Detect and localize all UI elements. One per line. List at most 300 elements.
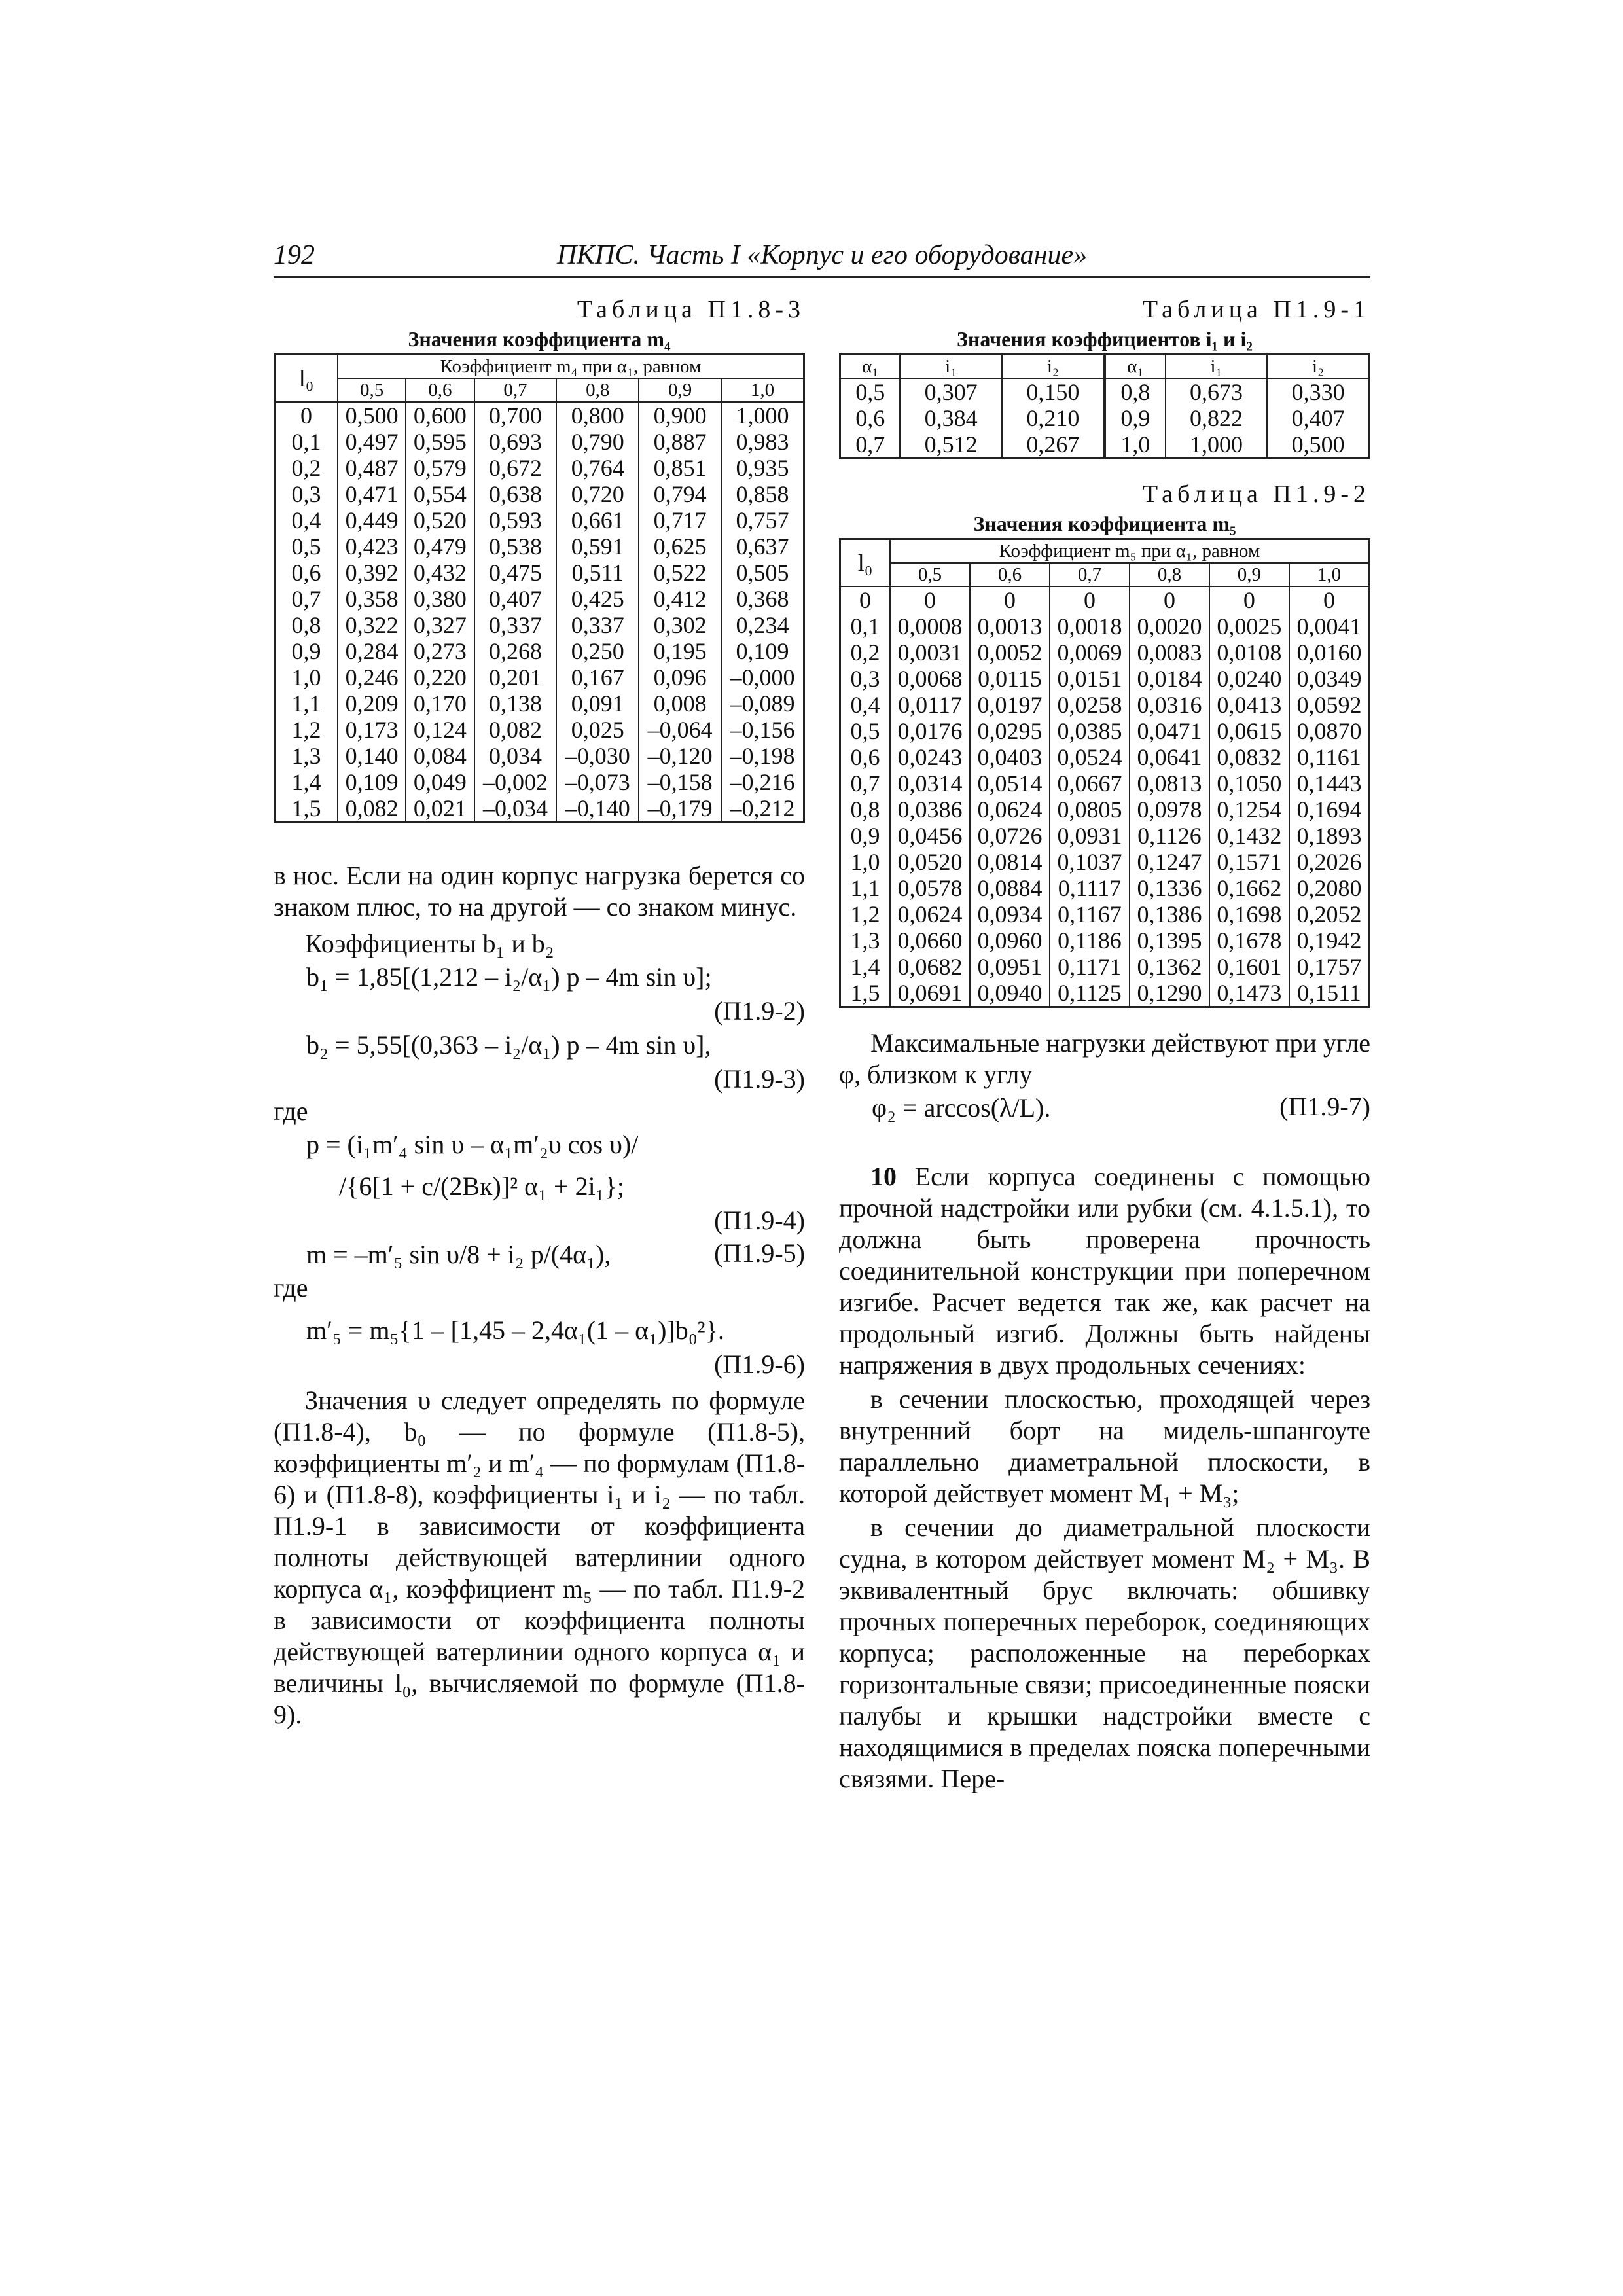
paragraph: где <box>274 1273 308 1302</box>
paragraph-text: Если корпуса соединены с помощью прочной надстройки или рубки (см. 4.1.5.1), то должна быть проверена прочность соединительной конструкции при поперечном изгибе. Расчет ведется так же, как расчет на продольный изгиб. Должны быть найдены напряжения в двух продольных сечениях: <box>839 1162 1370 1380</box>
table-cell: 0,693 <box>474 429 557 455</box>
table-cell: 0,0682 <box>890 954 970 980</box>
table-cell: –0,064 <box>639 717 721 743</box>
table-cell: 0,720 <box>556 481 639 507</box>
table-row <box>840 718 1370 744</box>
table-cell: 0 <box>1050 586 1130 613</box>
table-cell: 0,0115 <box>970 666 1050 692</box>
table-cell: 0,900 <box>639 402 721 429</box>
table-cell: 0,595 <box>406 429 474 455</box>
table-cell: 0 <box>890 586 970 613</box>
table-cell: 0,0316 <box>1130 692 1209 718</box>
table-title: Значения коэффициентов i₁ и i₂ <box>957 327 1253 351</box>
table-cell: 0,1694 <box>1289 797 1370 823</box>
row-label: 0,3 <box>275 481 338 507</box>
row-label: 1,3 <box>840 927 891 954</box>
table-cell: 0,0641 <box>1130 744 1209 770</box>
table-cell: 0,0176 <box>890 718 970 744</box>
table-row <box>275 507 804 533</box>
table-cell: 0,0624 <box>970 797 1050 823</box>
table-cell: 1,000 <box>721 402 804 429</box>
group-header: Коэффициент m₅ при α₁, равном <box>890 539 1370 564</box>
table-cell: 0,0805 <box>1050 797 1130 823</box>
row-label: 0,2 <box>275 455 338 481</box>
table-cell: 0,0813 <box>1130 770 1209 797</box>
table-m5 <box>839 538 1370 1008</box>
table-row <box>840 586 1370 613</box>
table-cell: 0,6 <box>840 405 901 431</box>
table-cell: 0,124 <box>406 717 474 743</box>
row-label: 1,1 <box>840 875 891 901</box>
table-row <box>840 666 1370 692</box>
equation-number: (П1.9-7) <box>1279 1092 1370 1121</box>
table-cell: 0,0940 <box>970 980 1050 1007</box>
paragraph <box>839 1161 1370 1381</box>
table-row <box>840 823 1370 849</box>
table-cell: –0,002 <box>474 769 557 795</box>
row-label: 1,3 <box>275 743 338 769</box>
table-cell: 0,220 <box>406 664 474 691</box>
row-label: 1,1 <box>275 691 338 717</box>
row-label: 0,8 <box>840 797 891 823</box>
table-cell: –0,216 <box>721 769 804 795</box>
table-cell: 0,0615 <box>1209 718 1289 744</box>
table-cell: 0,0025 <box>1209 613 1289 639</box>
table-cell: –0,034 <box>474 795 557 823</box>
table-i1-i2 <box>839 353 1370 459</box>
table-cell: 0,0240 <box>1209 666 1289 692</box>
table-cell: 0,579 <box>406 455 474 481</box>
table-cell: 0,0151 <box>1050 666 1130 692</box>
table-cell: 0,522 <box>639 560 721 586</box>
table-cell: 0,034 <box>474 743 557 769</box>
table-cell: 0,0978 <box>1130 797 1209 823</box>
table-row <box>840 431 1370 459</box>
column-header: i₁ <box>1166 355 1267 379</box>
row-label: 1,4 <box>840 954 891 980</box>
table-cell: 1,000 <box>1166 431 1267 459</box>
row-label: 0,5 <box>275 533 338 560</box>
left-column <box>274 295 805 1731</box>
table-cell: 0 <box>970 586 1050 613</box>
table-cell: 0,407 <box>1267 405 1369 431</box>
table-cell: 0,851 <box>639 455 721 481</box>
table-cell: 0,1050 <box>1209 770 1289 797</box>
table-cell: 0,384 <box>900 405 1001 431</box>
table-cell: 0,025 <box>556 717 639 743</box>
table-cell: 0,358 <box>338 586 406 612</box>
table-cell: 0,0349 <box>1289 666 1370 692</box>
page-number: 192 <box>274 240 315 270</box>
table-cell: 0,1432 <box>1209 823 1289 849</box>
table-cell: 0,082 <box>338 795 406 823</box>
table-cell: 0,500 <box>1267 431 1369 459</box>
running-title: ПКПС. Часть I «Корпус и его оборудование» <box>556 240 1088 270</box>
table-row <box>275 638 804 664</box>
table-title: Значения коэффициента m₅ <box>973 512 1236 535</box>
table-cell: 0,1362 <box>1130 954 1209 980</box>
table-cell: 0 <box>1130 586 1209 613</box>
table-cell: 0,1254 <box>1209 797 1289 823</box>
table-cell: 0,1161 <box>1289 744 1370 770</box>
table-cell: 0,1167 <box>1050 901 1130 927</box>
table-cell: 0,449 <box>338 507 406 533</box>
row-label: 0,5 <box>840 718 891 744</box>
row-label: 1,5 <box>840 980 891 1007</box>
table-cell: 0,267 <box>1002 431 1105 459</box>
table-row <box>840 954 1370 980</box>
table-cell: 0,5 <box>840 378 901 405</box>
paragraph-number: 10 <box>870 1162 897 1191</box>
table-cell: 0,790 <box>556 429 639 455</box>
table-cell: 0,0691 <box>890 980 970 1007</box>
table-cell: 0,392 <box>338 560 406 586</box>
table-cell: 0,0578 <box>890 875 970 901</box>
column-header: i₁ <box>900 355 1001 379</box>
table-cell: 0,0068 <box>890 666 970 692</box>
table-cell: 0,757 <box>721 507 804 533</box>
table-row <box>840 849 1370 875</box>
formula-row <box>274 1237 805 1272</box>
table-cell: 0,0814 <box>970 849 1050 875</box>
table-cell: 0,800 <box>556 402 639 429</box>
table-cell: 0,150 <box>1002 378 1105 405</box>
table-cell: 0,887 <box>639 429 721 455</box>
table-row <box>275 533 804 560</box>
table-cell: 0,1186 <box>1050 927 1130 954</box>
table-cell: 0,432 <box>406 560 474 586</box>
table-cell: 0,1126 <box>1130 823 1209 849</box>
table-cell: 0,0160 <box>1289 639 1370 666</box>
table-cell: 0,600 <box>406 402 474 429</box>
table-cell: 0 <box>1209 586 1289 613</box>
paragraph: в нос. Если на один корпус нагрузка берется со знаком плюс, то на другой — со знаком минус. <box>274 861 805 922</box>
table-cell: 0,412 <box>639 586 721 612</box>
row-label: 0 <box>275 402 338 429</box>
table-cell: –0,030 <box>556 743 639 769</box>
table-cell: 0,0314 <box>890 770 970 797</box>
row-label: 0,6 <box>275 560 338 586</box>
table-cell: 0,195 <box>639 638 721 664</box>
column-header: i₂ <box>1267 355 1369 379</box>
table-row <box>275 560 804 586</box>
table-cell: 0,0117 <box>890 692 970 718</box>
row-header: l₀ <box>275 355 338 403</box>
column-header: 1,0 <box>1289 563 1370 586</box>
table-cell: 0,234 <box>721 612 804 638</box>
table-row <box>275 795 804 823</box>
table-cell: 0,717 <box>639 507 721 533</box>
table-cell: 0,170 <box>406 691 474 717</box>
table-cell: 0,1473 <box>1209 980 1289 1007</box>
paragraph: где <box>274 1096 308 1126</box>
table-row <box>275 481 804 507</box>
equation-number: (П1.9-2) <box>714 996 805 1026</box>
table-cell: 0,209 <box>338 691 406 717</box>
table-cell: 0,201 <box>474 664 557 691</box>
table-cell: 0,497 <box>338 429 406 455</box>
row-label: 0,2 <box>840 639 891 666</box>
formula-phi: φ₂ = arccos(λ/L). <box>872 1093 1051 1122</box>
table-cell: 0,0514 <box>970 770 1050 797</box>
table-cell: 0,167 <box>556 664 639 691</box>
table-row <box>275 769 804 795</box>
table-cell: 0,700 <box>474 402 557 429</box>
table-row <box>275 717 804 743</box>
table-cell: 0,327 <box>406 612 474 638</box>
table-cell: 0,1698 <box>1209 901 1289 927</box>
table-row <box>840 901 1370 927</box>
table-cell: 0,1395 <box>1130 927 1209 954</box>
table-cell: 0,7 <box>840 431 901 459</box>
table-cell: 0,250 <box>556 638 639 664</box>
table-cell: 0,1511 <box>1289 980 1370 1007</box>
table-cell: 0,0960 <box>970 927 1050 954</box>
table-row <box>840 405 1370 431</box>
table-cell: 0,625 <box>639 533 721 560</box>
column-header: α₁ <box>840 355 901 379</box>
table-caption: Таблица П1.8-3 <box>577 296 805 323</box>
table-cell: 0,858 <box>721 481 804 507</box>
table-cell: 0,0041 <box>1289 613 1370 639</box>
table-cell: –0,089 <box>721 691 804 717</box>
table-cell: 0,0471 <box>1130 718 1209 744</box>
paragraph: Коэффициенты b₁ и b₂ <box>305 929 554 958</box>
column-header: 0,8 <box>556 378 639 402</box>
table-cell: 0,1117 <box>1050 875 1130 901</box>
table-row <box>840 875 1370 901</box>
formula-b2: b₂ = 5,55[(0,363 – i₂/α₁) p – 4m sin υ], <box>306 1030 711 1060</box>
table-cell: 0,1678 <box>1209 927 1289 954</box>
table-row <box>840 639 1370 666</box>
column-header: 0,7 <box>1050 563 1130 586</box>
table-cell: 0,0456 <box>890 823 970 849</box>
row-label: 0,1 <box>275 429 338 455</box>
table-cell: 0,1757 <box>1289 954 1370 980</box>
table-cell: 0,2052 <box>1289 901 1370 927</box>
table-cell: 0,0008 <box>890 613 970 639</box>
row-label: 0,7 <box>275 586 338 612</box>
table-cell: 0,0108 <box>1209 639 1289 666</box>
table-cell: 0,1893 <box>1289 823 1370 849</box>
table-row <box>840 770 1370 797</box>
table-cell: 0,268 <box>474 638 557 664</box>
table-cell: 0,021 <box>406 795 474 823</box>
table-cell: 0,0934 <box>970 901 1050 927</box>
table-cell: 0,425 <box>556 586 639 612</box>
table-cell: 0,0243 <box>890 744 970 770</box>
table-cell: 0,520 <box>406 507 474 533</box>
table-cell: –0,198 <box>721 743 804 769</box>
table-cell: 0,1662 <box>1209 875 1289 901</box>
table-cell: 0,2026 <box>1289 849 1370 875</box>
column-header: α₁ <box>1105 355 1166 379</box>
table-cell: 0,487 <box>338 455 406 481</box>
table-cell: 0,0931 <box>1050 823 1130 849</box>
table-cell: 0,935 <box>721 455 804 481</box>
row-label: 0,1 <box>840 613 891 639</box>
table-cell: –0,073 <box>556 769 639 795</box>
table-caption: Таблица П1.9-2 <box>1142 480 1370 508</box>
table-cell: 0,096 <box>639 664 721 691</box>
table-cell: –0,179 <box>639 795 721 823</box>
table-cell: 0,764 <box>556 455 639 481</box>
table-cell: 0,337 <box>474 612 557 638</box>
table-cell: 0,0403 <box>970 744 1050 770</box>
table-cell: 0,337 <box>556 612 639 638</box>
table-cell: 0,2080 <box>1289 875 1370 901</box>
table-title: Значения коэффициента m₄ <box>408 327 671 351</box>
row-label: 1,2 <box>275 717 338 743</box>
table-cell: 0,1171 <box>1050 954 1130 980</box>
table-cell: 0,822 <box>1166 405 1267 431</box>
table-cell: 0,1247 <box>1130 849 1209 875</box>
table-cell: 0,0660 <box>890 927 970 954</box>
table-cell: 0,0592 <box>1289 692 1370 718</box>
left-text <box>274 860 805 1731</box>
table-cell: 0,0386 <box>890 797 970 823</box>
table-cell: 1,0 <box>1105 431 1166 459</box>
table-cell: 0,1571 <box>1209 849 1289 875</box>
table-cell: 0,246 <box>338 664 406 691</box>
table-row <box>840 378 1370 405</box>
row-label: 0,6 <box>840 744 891 770</box>
table-row <box>840 797 1370 823</box>
table-cell: 0,0018 <box>1050 613 1130 639</box>
table-caption: Таблица П1.9-1 <box>1142 296 1370 323</box>
table-cell: 0,538 <box>474 533 557 560</box>
table-cell: –0,000 <box>721 664 804 691</box>
table-cell: –0,120 <box>639 743 721 769</box>
table-cell: –0,140 <box>556 795 639 823</box>
table-cell: 0,368 <box>721 586 804 612</box>
table-row <box>275 664 804 691</box>
table-cell: 0,0385 <box>1050 718 1130 744</box>
table-cell: 0,661 <box>556 507 639 533</box>
table-cell: 0,512 <box>900 431 1001 459</box>
row-label: 0,8 <box>275 612 338 638</box>
table-cell: 0,1037 <box>1050 849 1130 875</box>
table-cell: 0,0951 <box>970 954 1050 980</box>
table-cell: 0,423 <box>338 533 406 560</box>
row-header: l₀ <box>840 539 891 587</box>
table-row <box>275 612 804 638</box>
table-cell: 0,109 <box>721 638 804 664</box>
table-cell: 0,479 <box>406 533 474 560</box>
formula-p-numerator: p = (i₁m′₄ sin υ – α₁m′₂υ cos υ)/ <box>306 1130 639 1159</box>
paragraph: в сечении плоскостью, проходящей через внутренний борт на мидель-шпангоуте параллельно диаметральной плоскости, в которой действует момент M₁ + M₃; <box>839 1384 1370 1508</box>
table-cell: 0,0667 <box>1050 770 1130 797</box>
table-cell: 0,0184 <box>1130 666 1209 692</box>
formula-b1: b₁ = 1,85[(1,212 – i₂/α₁) p – 4m sin υ]; <box>306 962 712 992</box>
table-cell: 0,9 <box>1105 405 1166 431</box>
table-row <box>840 692 1370 718</box>
table-cell: 0,284 <box>338 638 406 664</box>
table-cell: 0,505 <box>721 560 804 586</box>
equation-number: (П1.9-4) <box>714 1206 805 1235</box>
table-row <box>275 402 804 429</box>
row-label: 0,7 <box>840 770 891 797</box>
table-cell: 0,0832 <box>1209 744 1289 770</box>
table-cell: 0,0069 <box>1050 639 1130 666</box>
table-cell: 0,0031 <box>890 639 970 666</box>
table-cell: 0,307 <box>900 378 1001 405</box>
table-cell: 0,109 <box>338 769 406 795</box>
column-header: 0,6 <box>970 563 1050 586</box>
column-header: 0,6 <box>406 378 474 402</box>
paragraph: Значения υ следует определять по формуле (П1.8-4), b₀ — по формуле (П1.8-5), коэффициенты m′₂ и m′₄ — по формулам (П1.8-6) и (П1.8-8), коэффициенты i₁ и i₂ — по табл. П1.9-1 в зависимости от коэффициента полноты действующей ватерлинии одного корпуса α₁, коэффициент m₅ — по табл. П1.9-2 в зависимости от коэффициента полноты действующей ватерлинии одного корпуса α₁ и величины l₀, вычисляемой по формуле (П1.8-9). <box>274 1386 806 1729</box>
paragraph: в сечении до диаметральной плоскости судна, в котором действует момент M₂ + M₃. В эквивалентный брус включать: обшивку прочных поперечных переборок, соединяющих корпуса; расположенные на переборках горизонтальные связи; присоединенные пояски палубы и крышки надстройки вместе с находящимися в пределах пояска поперечными связями. Пере- <box>839 1513 1370 1793</box>
table-row <box>840 613 1370 639</box>
row-label: 1,5 <box>275 795 338 823</box>
table-cell: 0,673 <box>1166 378 1267 405</box>
formula-p-denominator: /{6[1 + c/(2Bк)]² α₁ + 2i₁}; <box>339 1172 624 1201</box>
group-header: Коэффициент m₄ при α₁, равном <box>338 355 804 379</box>
right-column <box>839 295 1370 1795</box>
table-cell: 0,091 <box>556 691 639 717</box>
right-text <box>839 1028 1370 1795</box>
table-cell: 0,475 <box>474 560 557 586</box>
table-cell: 0,0726 <box>970 823 1050 849</box>
column-header: 0,5 <box>890 563 970 586</box>
column-header: 0,9 <box>639 378 721 402</box>
formula-row <box>839 1090 1370 1127</box>
table-cell: 0,380 <box>406 586 474 612</box>
table-cell: –0,212 <box>721 795 804 823</box>
table-cell: 0,1942 <box>1289 927 1370 954</box>
row-label: 1,2 <box>840 901 891 927</box>
column-header: i₂ <box>1002 355 1105 379</box>
table-cell: 0,554 <box>406 481 474 507</box>
table-cell: 0,0884 <box>970 875 1050 901</box>
row-label: 1,4 <box>275 769 338 795</box>
table-cell: 0,0870 <box>1289 718 1370 744</box>
table-cell: 0,593 <box>474 507 557 533</box>
row-label: 0,3 <box>840 666 891 692</box>
row-label: 0,9 <box>840 823 891 849</box>
table-cell: 0,1386 <box>1130 901 1209 927</box>
equation-number: (П1.9-6) <box>714 1350 805 1379</box>
row-label: 1,0 <box>275 664 338 691</box>
table-row <box>275 586 804 612</box>
table-row <box>275 691 804 717</box>
row-label: 0,4 <box>840 692 891 718</box>
table-cell: 0,322 <box>338 612 406 638</box>
column-header: 1,0 <box>721 378 804 402</box>
table-cell: –0,156 <box>721 717 804 743</box>
table-cell: 0,511 <box>556 560 639 586</box>
table-row <box>275 743 804 769</box>
table-cell: 0,591 <box>556 533 639 560</box>
table-cell: 0,138 <box>474 691 557 717</box>
table-cell: 0,008 <box>639 691 721 717</box>
table-cell: 0,049 <box>406 769 474 795</box>
table-cell: 0,500 <box>338 402 406 429</box>
table-cell: 0,0013 <box>970 613 1050 639</box>
page-header <box>274 240 1370 278</box>
table-cell: 0,1290 <box>1130 980 1209 1007</box>
paragraph: Максимальные нагрузки действуют при угле φ, близком к углу <box>839 1028 1370 1089</box>
table-cell: 0,1125 <box>1050 980 1130 1007</box>
table-cell: 0,637 <box>721 533 804 560</box>
table-row <box>275 455 804 481</box>
table-cell: 0,173 <box>338 717 406 743</box>
column-header: 0,7 <box>474 378 557 402</box>
row-label: 0 <box>840 586 891 613</box>
table-row <box>275 429 804 455</box>
table-cell: 0,084 <box>406 743 474 769</box>
table-cell: 0,0413 <box>1209 692 1289 718</box>
